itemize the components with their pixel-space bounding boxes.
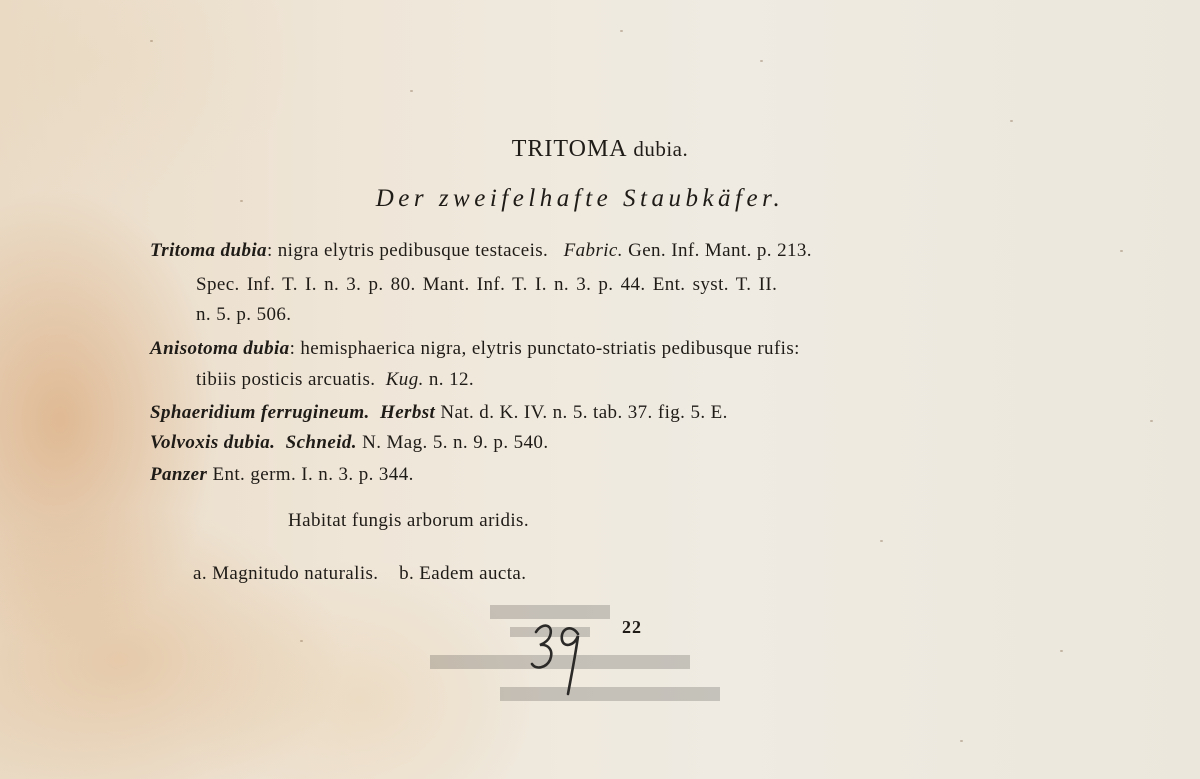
reference-text: Nat. d. K. IV. n. 5. tab. 37. fig. 5. E. xyxy=(440,402,728,423)
paper-speck xyxy=(300,640,303,642)
caption-a: a. Magnitudo naturalis. xyxy=(193,563,379,584)
synonym-line-4 xyxy=(150,338,800,360)
caption-b: b. Eadem aucta. xyxy=(399,563,527,584)
author-name: Panzer xyxy=(150,464,208,485)
taxon-diagnosis: tibiis posticis arcuatis. xyxy=(196,369,376,390)
synonym-line-2: Spec. Inf. T. I. n. 3. p. 80. Mant. Inf. T. I. n. 3. p. 44. Ent. syst. T. II. xyxy=(196,274,778,295)
reference-text: n. 12. xyxy=(428,369,475,390)
reference-text: Ent. germ. I. n. 3. p. 344. xyxy=(212,464,414,485)
synonym-line-1 xyxy=(150,240,812,262)
paper-speck xyxy=(960,740,963,742)
taxon-name: Volvoxis dubia. xyxy=(150,432,276,453)
paper-speck xyxy=(150,40,153,42)
bleed-through-stamp xyxy=(430,595,760,725)
synonym-line-3: n. 5. p. 506. xyxy=(196,304,292,325)
species-name: dubia. xyxy=(633,137,689,161)
page-number: 22 xyxy=(622,617,642,637)
synonym-line-7 xyxy=(150,432,548,454)
paper-speck xyxy=(1010,120,1013,122)
handwritten-number xyxy=(528,612,588,702)
synonym-line-5 xyxy=(196,369,474,391)
reference-text: N. Mag. 5. n. 9. p. 540. xyxy=(362,432,549,453)
german-common-name: Der zweifelhafte Staubkäfer. xyxy=(375,185,785,212)
taxon-name: Tritoma dubia xyxy=(150,240,267,261)
synonym-line-6 xyxy=(150,402,728,424)
page-title xyxy=(0,136,1200,163)
paper-speck xyxy=(620,30,623,32)
author-name: Herbst xyxy=(380,402,436,423)
paper-speck xyxy=(760,60,763,62)
figure-caption xyxy=(193,563,526,585)
taxon-diagnosis: : hemisphaerica nigra, elytris punctato-striatis pedibusque rufis: xyxy=(289,338,800,359)
paper-speck xyxy=(1120,250,1123,252)
reference-text: Gen. Inf. Mant. p. 213. xyxy=(628,240,812,261)
paper-speck xyxy=(880,540,883,542)
taxon-diagnosis: : nigra elytris pedibusque testaceis. xyxy=(266,240,549,261)
paper-speck xyxy=(1060,650,1063,652)
synonym-line-8 xyxy=(150,464,414,486)
author-name: Kug. xyxy=(385,369,424,390)
taxon-name: Sphaeridium ferrugineum. xyxy=(150,402,370,423)
paper-speck xyxy=(1150,420,1153,422)
genus-name: TRITOMA xyxy=(511,136,627,162)
author-name: Schneid. xyxy=(285,432,357,453)
author-name: Fabric. xyxy=(563,240,623,261)
paper-speck xyxy=(410,90,413,92)
habitat-line: Habitat fungis arborum aridis. xyxy=(288,510,530,531)
taxon-name: Anisotoma dubia xyxy=(150,338,290,359)
